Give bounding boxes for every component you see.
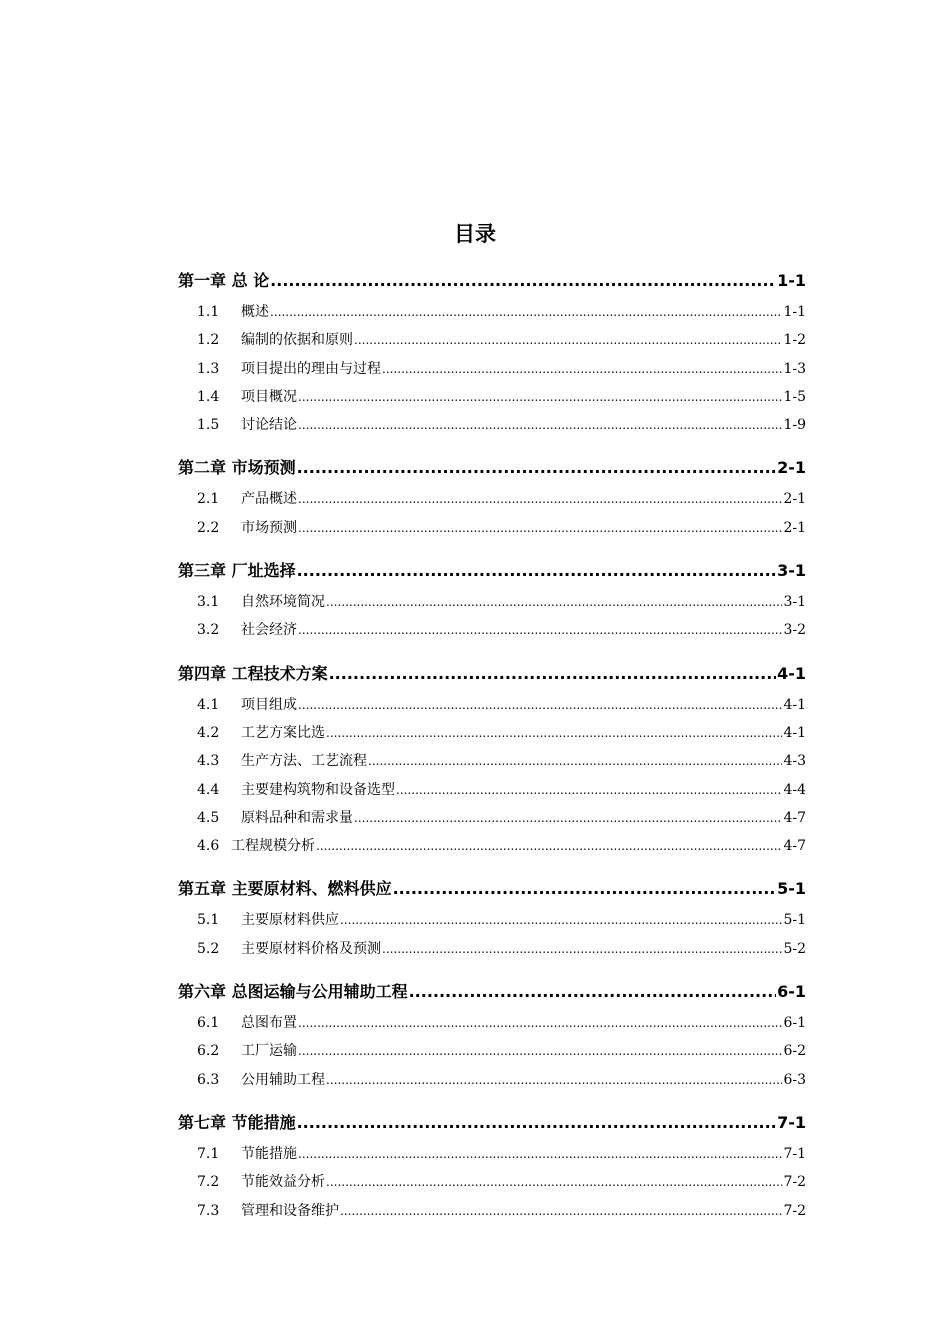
section-page-number: 1-3 bbox=[783, 360, 806, 377]
section-page-number: 1-1 bbox=[783, 304, 806, 320]
section-page-number: 2-1 bbox=[783, 491, 806, 508]
dot-leader bbox=[298, 1140, 782, 1168]
chapter-title: 第四章 工程技术方案 bbox=[178, 663, 328, 683]
dot-leader bbox=[298, 616, 782, 644]
toc-section-entry[interactable] bbox=[178, 935, 806, 963]
dot-leader bbox=[298, 514, 782, 542]
section-number: 1.4 bbox=[197, 388, 220, 405]
section-page-number: 6-2 bbox=[783, 1043, 806, 1060]
section-number: 1.3 bbox=[197, 360, 220, 377]
dot-leader bbox=[298, 1037, 782, 1065]
toc-section-entry[interactable] bbox=[178, 719, 806, 747]
dot-leader bbox=[393, 872, 777, 906]
section-page-number: 6-3 bbox=[783, 1071, 806, 1088]
section-title: 项目提出的理由与过程 bbox=[241, 360, 381, 377]
section-page-number: 4-3 bbox=[783, 753, 806, 770]
table-of-contents bbox=[178, 264, 806, 1237]
toc-section-entry[interactable] bbox=[178, 326, 806, 354]
dot-leader bbox=[298, 485, 782, 513]
section-page-number: 6-1 bbox=[783, 1015, 806, 1032]
dot-leader bbox=[409, 975, 777, 1009]
section-page-number: 3-2 bbox=[783, 622, 806, 639]
chapter-title: 第一章 总 论 bbox=[178, 271, 270, 290]
chapter-title: 第二章 市场预测 bbox=[178, 458, 296, 478]
section-page-number: 3-1 bbox=[783, 594, 806, 611]
section-number: 6.2 bbox=[197, 1043, 220, 1060]
section-number: 5.2 bbox=[197, 940, 220, 957]
dot-leader bbox=[326, 1066, 782, 1094]
section-title: 节能效益分析 bbox=[241, 1174, 325, 1191]
toc-section-entry[interactable] bbox=[178, 616, 806, 644]
toc-title: 目录 bbox=[454, 222, 496, 246]
toc-section-entry[interactable] bbox=[178, 1168, 806, 1196]
section-page-number: 1-9 bbox=[783, 417, 806, 434]
dot-leader bbox=[297, 554, 777, 588]
section-title: 主要原材料价格及预测 bbox=[241, 940, 381, 957]
section-number: 3.1 bbox=[197, 594, 220, 611]
chapter-title: 第三章 厂址选择 bbox=[178, 561, 296, 581]
toc-chapter-entry[interactable] bbox=[178, 451, 806, 485]
section-title: 项目组成 bbox=[241, 696, 297, 713]
section-page-number: 1-2 bbox=[783, 332, 806, 349]
chapter-page-number: 5-1 bbox=[777, 879, 806, 899]
section-title: 主要建构筑物和设备选型 bbox=[241, 781, 395, 798]
section-number: 7.3 bbox=[197, 1202, 220, 1219]
section-number: 6.3 bbox=[197, 1071, 220, 1088]
toc-chapter bbox=[178, 975, 806, 1094]
dot-leader bbox=[298, 411, 782, 439]
section-number: 4.5 bbox=[197, 809, 220, 826]
section-page-number: 5-2 bbox=[783, 940, 806, 957]
toc-chapter-entry[interactable] bbox=[178, 975, 806, 1009]
dot-leader bbox=[340, 1197, 782, 1225]
toc-section-entry[interactable] bbox=[178, 691, 806, 719]
toc-chapter-entry[interactable] bbox=[178, 554, 806, 588]
chapter-page-number: 7-1 bbox=[777, 1112, 806, 1132]
dot-leader bbox=[368, 747, 782, 775]
section-page-number: 4-7 bbox=[783, 809, 806, 826]
dot-leader bbox=[326, 588, 782, 616]
toc-chapter bbox=[178, 1106, 806, 1225]
section-page-number: 5-1 bbox=[783, 912, 806, 929]
toc-section-entry[interactable] bbox=[178, 804, 806, 832]
section-number: 4.2 bbox=[197, 724, 220, 741]
section-title: 自然环境简况 bbox=[241, 594, 325, 611]
section-number: 5.1 bbox=[197, 912, 220, 929]
section-title: 编制的依据和原则 bbox=[241, 332, 353, 349]
dot-leader bbox=[297, 1106, 777, 1140]
chapter-title: 第七章 节能措施 bbox=[178, 1112, 296, 1132]
dot-leader bbox=[298, 691, 782, 719]
section-number: 4.3 bbox=[197, 753, 220, 770]
chapter-page-number: 6-1 bbox=[777, 982, 806, 1002]
section-title: 总图布置 bbox=[241, 1015, 297, 1032]
section-page-number: 1-5 bbox=[783, 388, 806, 405]
section-number: 4.4 bbox=[197, 781, 220, 798]
toc-section-entry[interactable] bbox=[178, 1140, 806, 1168]
section-title: 主要原材料供应 bbox=[241, 912, 339, 929]
toc-section-entry[interactable] bbox=[178, 355, 806, 383]
toc-section-entry[interactable] bbox=[178, 411, 806, 439]
dot-leader bbox=[298, 1009, 782, 1037]
section-page-number: 2-1 bbox=[783, 519, 806, 536]
section-title: 公用辅助工程 bbox=[241, 1071, 325, 1088]
chapter-title: 第五章 主要原材料、燃料供应 bbox=[178, 879, 392, 899]
section-page-number: 4-4 bbox=[783, 781, 806, 798]
section-title: 工艺方案比选 bbox=[241, 724, 325, 741]
toc-section-entry[interactable] bbox=[178, 1197, 806, 1225]
toc-section-entry[interactable] bbox=[178, 747, 806, 775]
section-page-number: 4-7 bbox=[783, 838, 806, 855]
toc-chapter-entry[interactable] bbox=[178, 1106, 806, 1140]
section-title: 讨论结论 bbox=[241, 417, 297, 434]
section-number: 3.2 bbox=[197, 622, 220, 639]
toc-section-entry[interactable] bbox=[178, 1066, 806, 1094]
section-title: 社会经济 bbox=[241, 622, 297, 639]
section-title: 产品概述 bbox=[241, 491, 297, 508]
section-page-number: 7-2 bbox=[783, 1202, 806, 1219]
section-title: 生产方法、工艺流程 bbox=[241, 753, 367, 770]
section-title: 管理和设备维护 bbox=[241, 1202, 339, 1219]
section-number: 2.2 bbox=[197, 519, 220, 536]
toc-section-entry[interactable] bbox=[178, 514, 806, 542]
dot-leader bbox=[270, 298, 782, 326]
section-title: 原料品种和需求量 bbox=[241, 809, 353, 826]
dot-leader bbox=[298, 383, 782, 411]
toc-chapter bbox=[178, 657, 806, 861]
toc-section-entry[interactable] bbox=[178, 298, 806, 326]
toc-chapter bbox=[178, 264, 806, 439]
section-page-number: 4-1 bbox=[783, 724, 806, 741]
toc-section-entry[interactable] bbox=[178, 588, 806, 616]
section-number: 1.1 bbox=[197, 304, 220, 320]
section-number: 7.1 bbox=[197, 1145, 220, 1162]
section-number: 1.2 bbox=[197, 332, 220, 349]
dot-leader bbox=[396, 776, 782, 804]
chapter-page-number: 2-1 bbox=[777, 458, 806, 478]
dot-leader bbox=[340, 906, 782, 934]
chapter-title: 第六章 总图运输与公用辅助工程 bbox=[178, 982, 408, 1002]
toc-section-entry[interactable] bbox=[178, 383, 806, 411]
section-title: 市场预测 bbox=[241, 519, 297, 536]
toc-section-entry[interactable] bbox=[178, 1009, 806, 1037]
section-page-number: 4-1 bbox=[783, 696, 806, 713]
toc-chapter-entry[interactable] bbox=[178, 264, 806, 298]
dot-leader bbox=[270, 264, 776, 298]
toc-chapter bbox=[178, 451, 806, 542]
section-number: 4.6 bbox=[197, 838, 220, 855]
toc-section-entry[interactable] bbox=[178, 832, 806, 860]
dot-leader bbox=[354, 326, 782, 354]
section-number: 1.5 bbox=[197, 417, 220, 434]
dot-leader bbox=[326, 719, 782, 747]
section-page-number: 7-2 bbox=[783, 1174, 806, 1191]
toc-section-entry[interactable] bbox=[178, 906, 806, 934]
chapter-page-number: 3-1 bbox=[777, 561, 806, 581]
section-title: 项目概况 bbox=[241, 388, 297, 405]
dot-leader bbox=[382, 355, 782, 383]
chapter-page-number: 1-1 bbox=[777, 271, 806, 290]
toc-chapter bbox=[178, 554, 806, 645]
section-page-number: 7-1 bbox=[783, 1145, 806, 1162]
dot-leader bbox=[354, 804, 782, 832]
toc-section-entry[interactable] bbox=[178, 485, 806, 513]
section-number: 6.1 bbox=[197, 1015, 220, 1032]
chapter-page-number: 4-1 bbox=[777, 663, 806, 683]
toc-section-entry[interactable] bbox=[178, 1037, 806, 1065]
section-number: 7.2 bbox=[197, 1174, 220, 1191]
dot-leader bbox=[297, 451, 777, 485]
section-title: 概述 bbox=[241, 304, 269, 320]
dot-leader bbox=[329, 657, 777, 691]
dot-leader bbox=[382, 935, 782, 963]
toc-chapter-entry[interactable] bbox=[178, 872, 806, 906]
section-title: 工程规模分析 bbox=[231, 838, 315, 855]
section-title: 工厂运输 bbox=[241, 1043, 297, 1060]
section-number: 2.1 bbox=[197, 491, 220, 508]
dot-leader bbox=[326, 1168, 782, 1196]
section-number: 4.1 bbox=[197, 696, 220, 713]
toc-chapter-entry[interactable] bbox=[178, 657, 806, 691]
toc-chapter bbox=[178, 872, 806, 963]
section-title: 节能措施 bbox=[241, 1145, 297, 1162]
dot-leader bbox=[316, 832, 782, 860]
toc-section-entry[interactable] bbox=[178, 776, 806, 804]
